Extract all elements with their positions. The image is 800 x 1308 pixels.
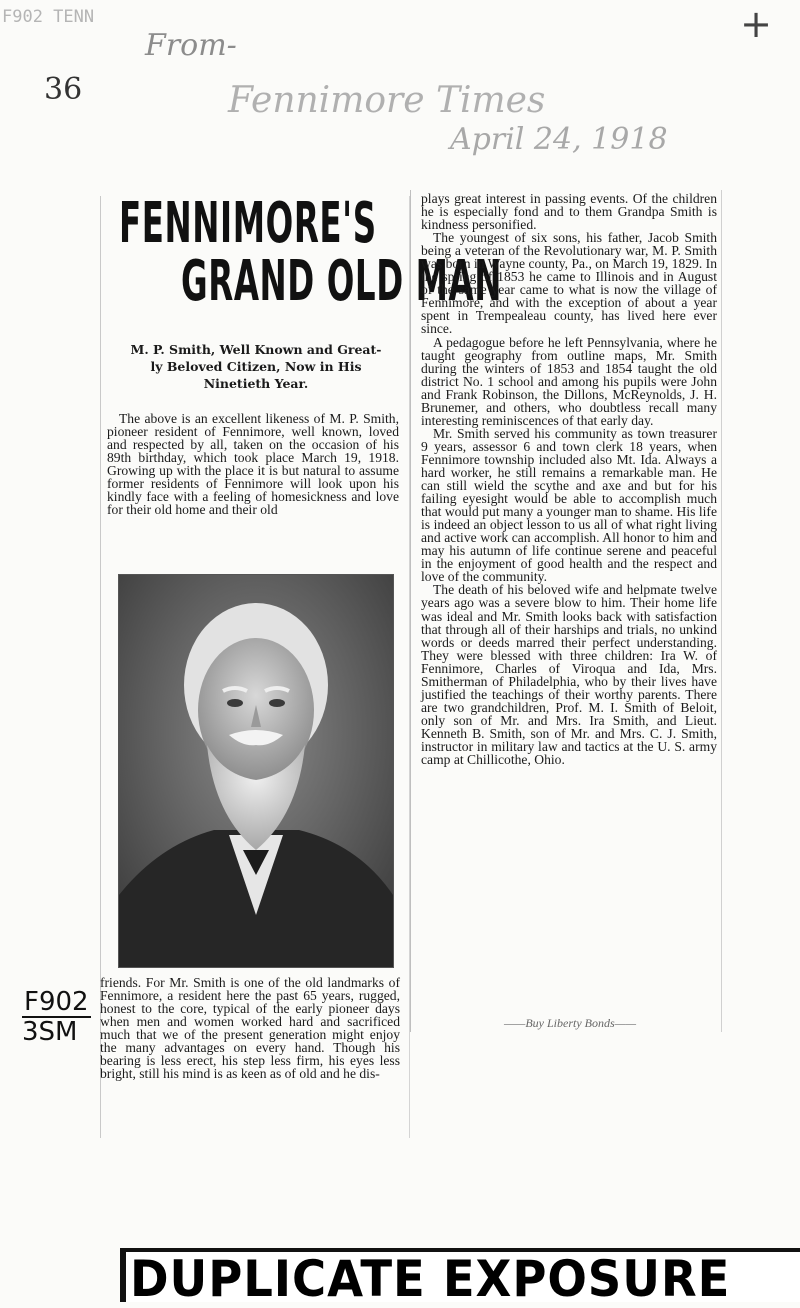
- handwritten-page-number: 36: [44, 72, 83, 107]
- article-continuation-left: [100, 976, 400, 1080]
- headline-line-1: FENNIMORE'S: [119, 191, 377, 256]
- archive-label: [22, 988, 91, 1046]
- article-intro-paragraph: [107, 412, 399, 516]
- right-para-1: plays great interest in passing events. Of the children he is especially fond and to them Grandpa Smith is kindness personified.: [421, 191, 717, 233]
- handwritten-date: April 24, 1918: [450, 122, 668, 157]
- portrait-illustration: [119, 575, 393, 967]
- deck-line-3: Ninetieth Year.: [203, 376, 309, 391]
- clipping-right-column: [410, 190, 722, 1032]
- right-para-5: The death of his beloved wife and helpmate twelve years ago was a severe blow to him. Their home life was ideal and Mr. Smith looks back with satisfaction that through all of their harships and trials, no unkind words or deeds marred their perfect understanding. They were blessed with three children: Ira W. of Fennimore, Charles of Viroqua and Ida, Mrs. Smitherman of Philadelphia, who by their lives have justified the teachings of their worthy parents. There are two grandchildren, Prof. M. I. Smith of Beloit, only son of Mr. and Mrs. Ira Smith, and Lieut. Kenneth B. Smith, son of Mr. and Mrs. C. J. Smith, instructor in military law and tactics at the U. S. army camp at Chillicothe, Ohio.: [421, 582, 717, 768]
- plus-mark: +: [740, 2, 772, 46]
- headline-line-2: GRAND OLD MAN: [181, 249, 503, 314]
- continuation-text: friends. For Mr. Smith is one of the old landmarks of Fennimore, a resident here the past 65 years, rugged, honest to the core, typical of the early pioneer days when men and women worked hard and sacrificed much that we of the present generation might enjoy the many advantages on every hand. Though his bearing is less erect, his step less firm, his eyes less bright, still his mind is as keen as of old and he dis-: [100, 975, 400, 1082]
- article-right-column: [421, 192, 717, 766]
- handwritten-from: From-: [145, 28, 237, 63]
- right-para-3: A pedagogue before he left Pennsylvania, where he taught geography from outline maps, Mr. Smith during the winters of 1853 and 1854 taught the old district No. 1 school and among his pupils were John and Frank Robinson, the Dillons, McReynolds, J. H. Brunemer, and others, who doubtless recall many interesting reminiscences of that early day.: [421, 334, 717, 428]
- banner-left-edge: [120, 1248, 126, 1302]
- duplicate-exposure-banner: [120, 1248, 800, 1308]
- right-para-4: Mr. Smith served his community as town treasurer 9 years, assessor 6 and town clerk 18 years, when Fennimore township included also Mt. Ida. Always a hard worker, he still remains a remarkable man. He can still wield the scythe and axe and but for his failing eyesight would be able to accomplish much that would put many a younger man to shame. His life is indeed an object lesson to us all of what right living and active work can accomplish. All honor to him and may his autumn of life continue serene and peaceful in the enjoyment of good health and the respect and love of the community.: [421, 425, 717, 585]
- deck-line-1: M. P. Smith, Well Known and Great-: [130, 342, 382, 357]
- handwritten-publication: Fennimore Times: [228, 80, 546, 121]
- portrait-photo: [118, 574, 394, 968]
- deck-line-2: ly Beloved Citizen, Now in His: [150, 359, 362, 374]
- subheadline: [113, 341, 399, 392]
- archive-label-code: F902: [24, 987, 89, 1017]
- banner-text: DUPLICATE EXPOSURE: [130, 1250, 731, 1308]
- archive-stamp: F902 TENN: [2, 7, 95, 27]
- archive-label-sub: 3SM: [22, 1017, 78, 1047]
- right-para-2: The youngest of six sons, his father, Jacob Smith being a veteran of the Revolutionary war, M. P. Smith was born in Wayne county, Pa., on March 19, 1829. In the spring of 1853 he came to Illinois and in August of the same year came to what is now the village of Fennimore, and with the exception of about a year spent in Trempealeau county, has lived here ever since.: [421, 230, 717, 337]
- intro-text: The above is an excellent likeness of M. P. Smith, pioneer resident of Fennimore, well known, loved and respected by all, taken on the occasion of his 89th birthday, which took place March 19, 1918. Growing up with the place it is but natural to assume former residents of Fennimore will look upon his kindly face with a feeling of homesickness and love for their old home and their old: [107, 411, 399, 518]
- buy-liberty-bonds-slogan: ——Buy Liberty Bonds——: [504, 1016, 636, 1030]
